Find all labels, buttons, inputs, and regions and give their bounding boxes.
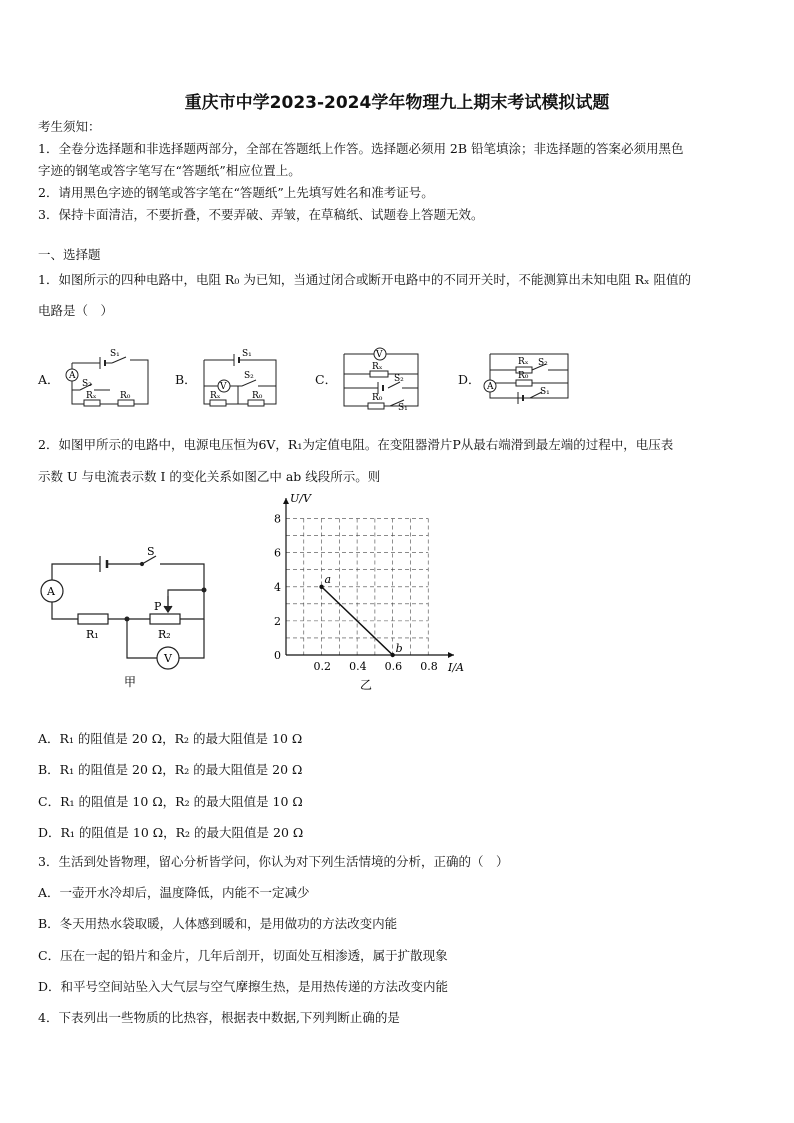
switch-label: S₁ bbox=[110, 349, 120, 359]
y-tick-label: 2 bbox=[274, 614, 281, 628]
q2-option-d: D．R₁ 的阻值是 10 Ω，R₂ 的最大阻值是 20 Ω bbox=[38, 825, 304, 840]
resistor-r1-label: R₁ bbox=[86, 628, 99, 641]
y-tick-label: 4 bbox=[274, 580, 281, 594]
data-point bbox=[390, 653, 394, 657]
voltmeter-label: V bbox=[376, 350, 383, 360]
notice-item: 3．保持卡面清洁，不要折叠，不要弄破、弄皱，在草稿纸、试题卷上答题无效。 bbox=[38, 207, 484, 222]
switch-label: S₁ bbox=[540, 387, 550, 397]
q3-option-a: A．一壶开水冷却后，温度降低，内能不一定减少 bbox=[38, 885, 310, 900]
ammeter-label: A bbox=[69, 371, 76, 381]
q1-option-c-label: C． bbox=[315, 372, 338, 387]
y-axis-label: U/V bbox=[290, 492, 311, 505]
switch-label: S₂ bbox=[538, 358, 548, 368]
x-tick-label: 0.8 bbox=[420, 660, 438, 673]
q2-graph bbox=[266, 490, 476, 695]
x-tick-label: 0.6 bbox=[384, 660, 403, 673]
data-point bbox=[319, 585, 323, 589]
notice-item: 2．请用黑色字迹的钢笔或答字笔在“答题纸”上先填写姓名和准考证号。 bbox=[38, 185, 434, 200]
q3-option-d: D．和平号空间站坠入大气层与空气摩擦生热，是用热传递的方法改变内能 bbox=[38, 979, 449, 994]
circuit-b-diagram bbox=[198, 348, 283, 412]
question-4-stem: 4．下表列出一些物质的比热容，根据表中数据,下列判断止确的是 bbox=[38, 1010, 400, 1025]
x-axis-label: I/A bbox=[448, 661, 464, 674]
switch-label: S₁ bbox=[398, 403, 408, 412]
data-point-label: b bbox=[395, 642, 403, 655]
question-2-stem-cont: 示数 U 与电流表示数 I 的变化关系如图乙中 ab 线段所示。则 bbox=[38, 469, 381, 484]
resistor-label: R₀ bbox=[372, 393, 383, 403]
y-tick-label: 8 bbox=[274, 512, 281, 526]
figure-caption-jia: 甲 bbox=[124, 675, 137, 689]
resistor-label: R₀ bbox=[252, 391, 263, 401]
resistor-label: R₀ bbox=[120, 391, 131, 401]
resistor-label: Rₓ bbox=[518, 357, 529, 367]
question-2-stem: 2．如图甲所示的电路中，电源电压恒为6V，R₁为定值电阻。在变阻器滑片P从最右端滑到最左端的过程中，电压表 bbox=[38, 437, 674, 452]
circuit-d-diagram bbox=[482, 344, 577, 412]
x-tick-label: 0.4 bbox=[349, 660, 367, 673]
circuit-a-diagram bbox=[60, 348, 155, 412]
q2-option-a: A．R₁ 的阻值是 20 Ω，R₂ 的最大阻值是 10 Ω bbox=[38, 731, 303, 746]
q2-circuit-diagram bbox=[38, 540, 218, 690]
origin-label: 0 bbox=[274, 649, 281, 662]
switch-label: S bbox=[147, 545, 155, 558]
ammeter-label: A bbox=[47, 585, 55, 598]
data-point-label: a bbox=[324, 572, 332, 586]
resistor-label: Rₓ bbox=[86, 391, 97, 401]
switch-label: S₁ bbox=[242, 349, 252, 359]
resistor-r2-label: R₂ bbox=[158, 628, 171, 641]
q3-option-c: C．压在一起的铅片和金片，几年后剖开，切面处互相渗透，属于扩散现象 bbox=[38, 948, 448, 963]
circuit-c-diagram bbox=[338, 344, 428, 412]
x-axis-arrow bbox=[448, 652, 454, 658]
resistor-label: Rₓ bbox=[372, 362, 383, 372]
section-heading: 一、选择题 bbox=[38, 247, 101, 262]
page-title: 重庆市中学2023-2024学年物理九上期末考试模拟试题 bbox=[184, 93, 610, 113]
notice-item: 1．全卷分选择题和非选择题两部分，全部在答题纸上作答。选择题必须用 2B 铅笔填涂；非选择题的答案必须用黑色 bbox=[38, 141, 684, 156]
question-3-stem: 3．生活到处皆物理，留心分析皆学问，你认为对下列生活情境的分析，正确的（ ） bbox=[38, 854, 509, 869]
resistor-label: Rₓ bbox=[210, 391, 221, 401]
switch-label: S₂ bbox=[82, 379, 92, 389]
slider-label: P bbox=[154, 600, 162, 613]
voltmeter-label: V bbox=[164, 652, 172, 665]
q2-option-b: B．R₁ 的阻值是 20 Ω，R₂ 的最大阻值是 20 Ω bbox=[38, 762, 303, 777]
figure-caption-yi: 乙 bbox=[360, 678, 373, 692]
notice-heading: 考生须知： bbox=[38, 119, 101, 134]
ammeter-label: A bbox=[487, 382, 494, 392]
switch-label: S₂ bbox=[244, 371, 254, 381]
question-1-stem: 1．如图所示的四种电路中，电阻 R₀ 为已知，当通过闭合或断开电路中的不同开关时，不能测算出未知电阻 Rₓ 阻值的 bbox=[38, 272, 691, 287]
q2-option-c: C．R₁ 的阻值是 10 Ω，R₂ 的最大阻值是 10 Ω bbox=[38, 794, 303, 809]
switch-label: S₂ bbox=[394, 374, 404, 384]
question-1-stem-cont: 电路是（ ） bbox=[38, 303, 114, 318]
x-tick-label: 0.2 bbox=[313, 660, 332, 673]
q3-option-b: B．冬天用热水袋取暖，人体感到暖和，是用做功的方法改变内能 bbox=[38, 916, 398, 931]
q1-option-a-label: A． bbox=[38, 372, 60, 387]
resistor-label: R₀ bbox=[518, 371, 529, 381]
voltmeter-label: V bbox=[220, 382, 227, 392]
notice-item: 字迹的钢笔或答字笔写在“答题纸”相应位置上。 bbox=[38, 163, 301, 178]
q1-option-d-label: D． bbox=[458, 372, 481, 387]
y-tick-label: 6 bbox=[274, 546, 281, 560]
y-axis-arrow bbox=[283, 498, 289, 504]
q1-option-b-label: B． bbox=[175, 372, 197, 387]
